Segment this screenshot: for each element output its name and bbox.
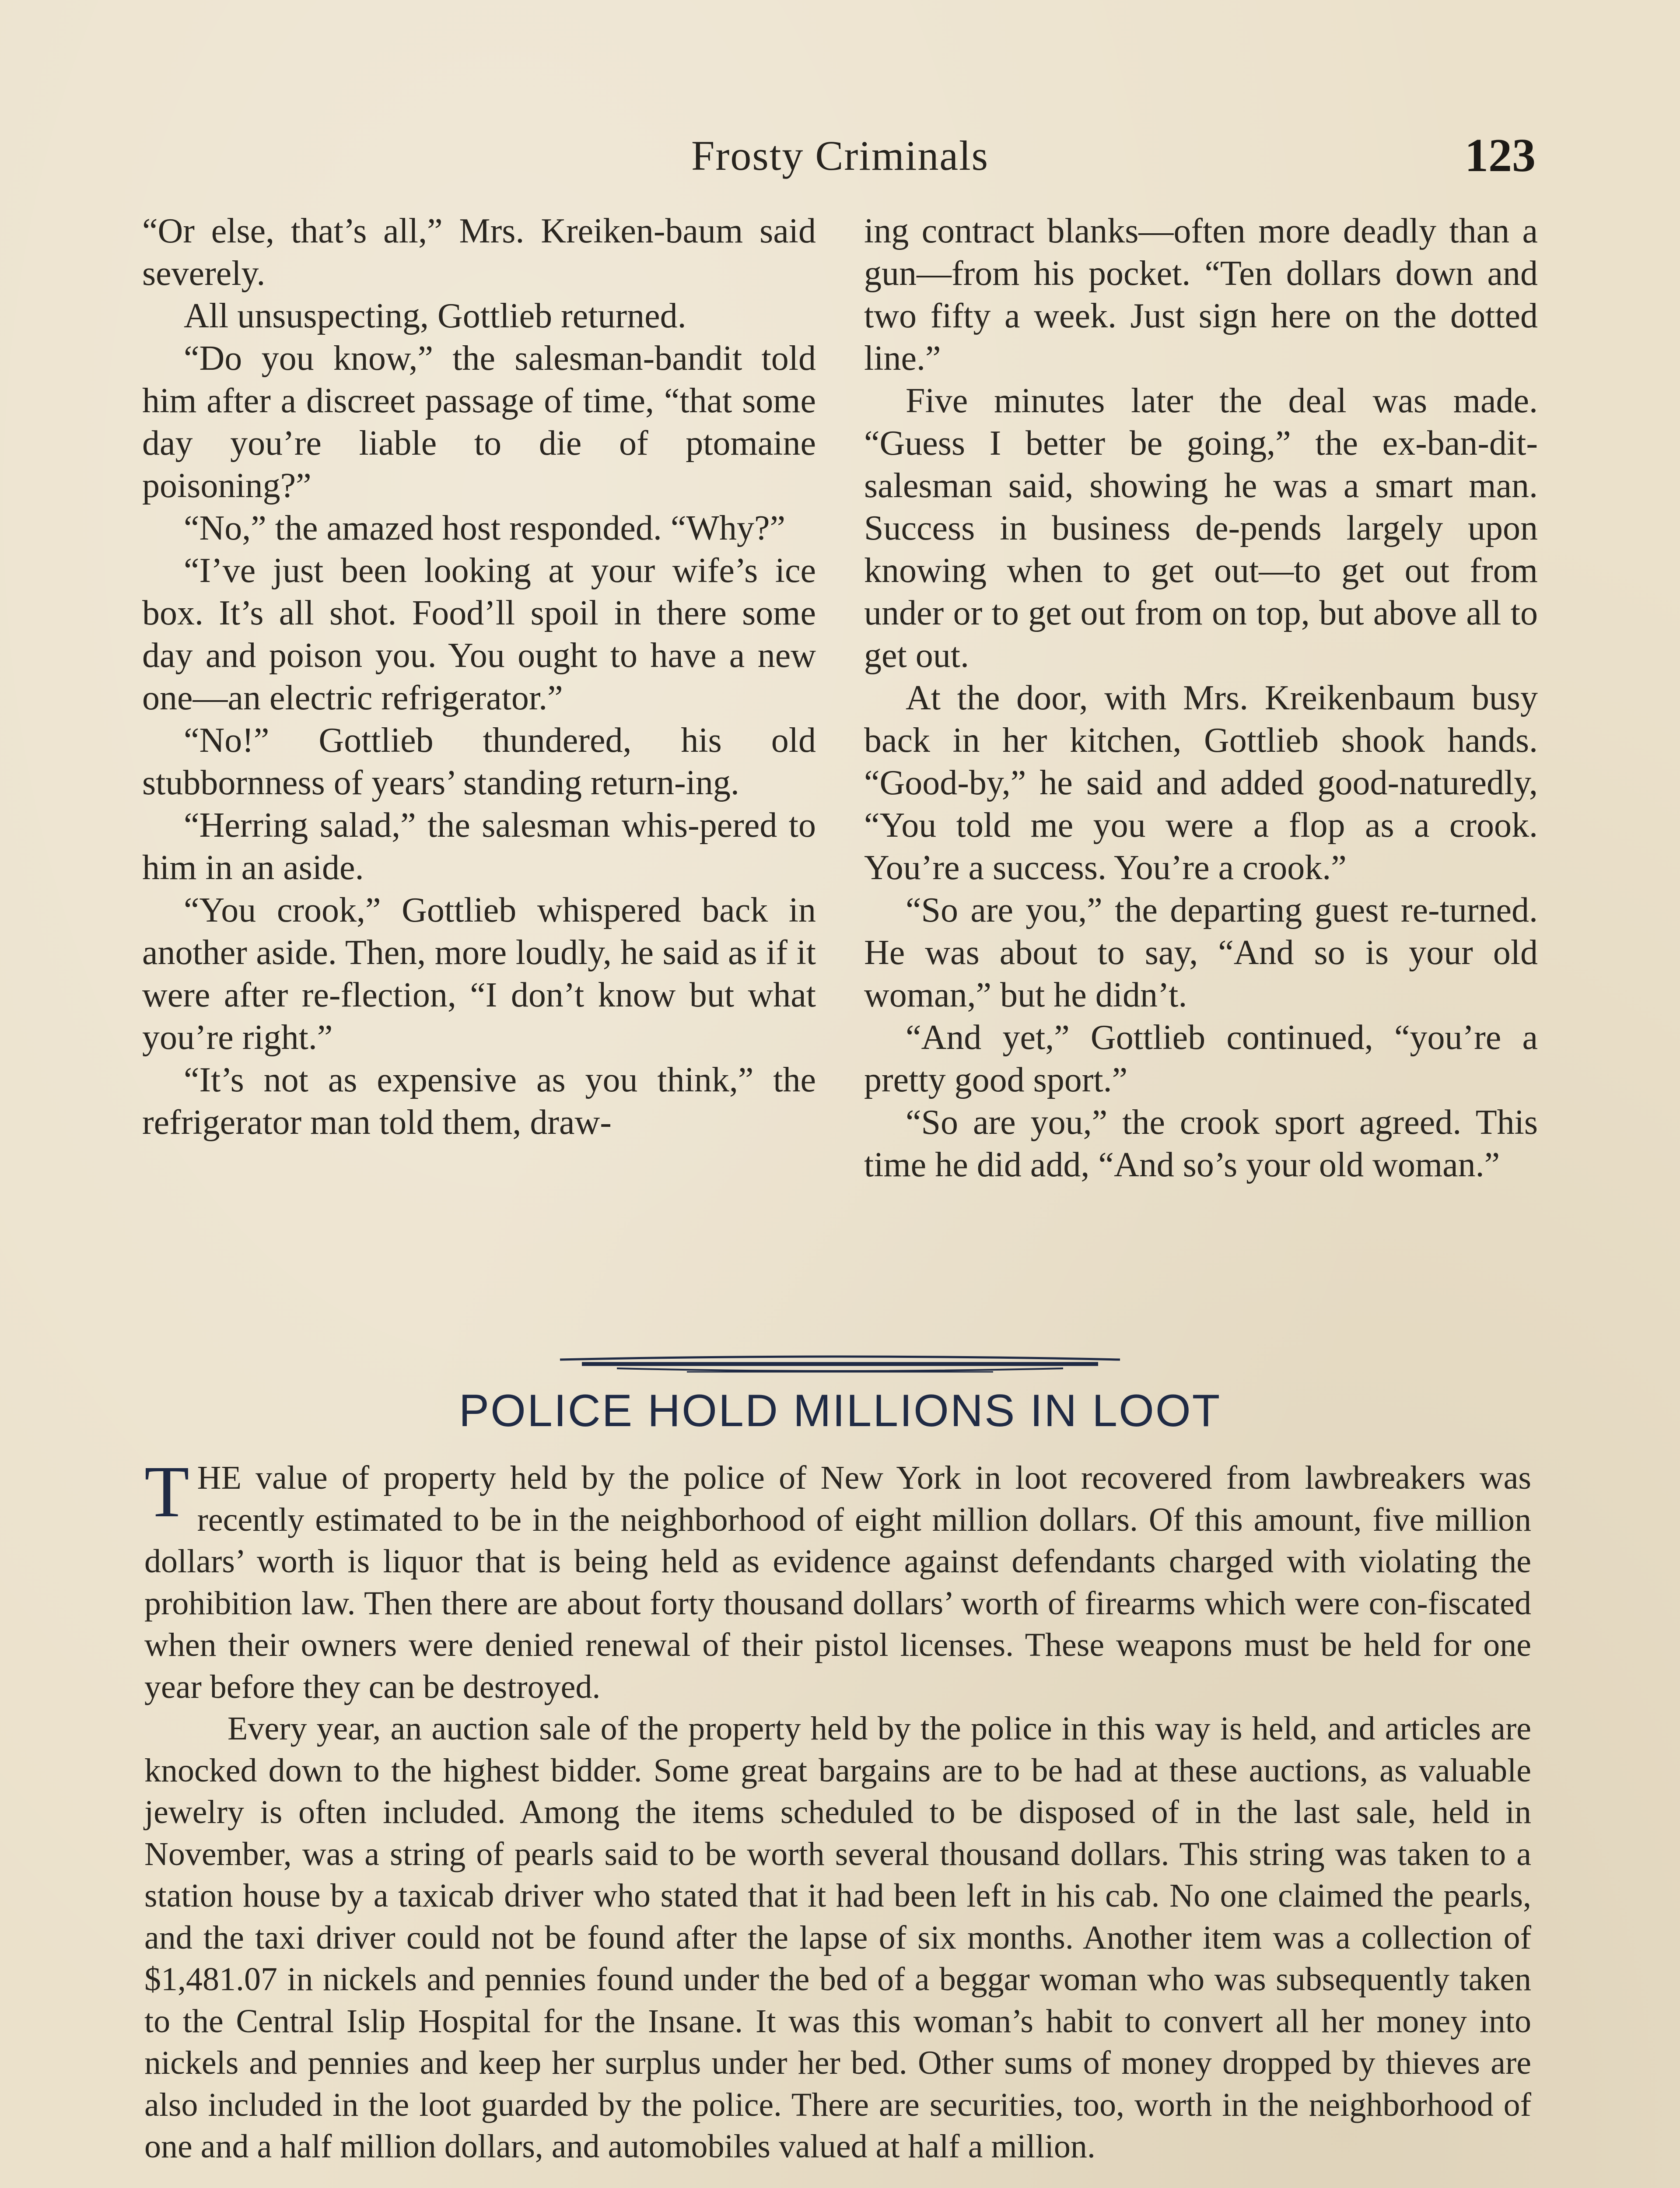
section-divider-ornament xyxy=(556,1350,1124,1376)
left-paragraph-6: “No!” Gottlieb thundered, his old stubbornness of years’ standing return-ing. xyxy=(142,721,816,802)
left-paragraph-7: “Herring salad,” the salesman whis-pered to him in an aside. xyxy=(142,806,816,887)
left-paragraph-3: “Do you know,” the salesman-bandit told him after a discreet passage of time, “that some day you’re liable to die of ptomaine poisoning?” xyxy=(142,339,816,505)
left-paragraph-5: “I’ve just been looking at your wife’s ice box. It’s all shot. Food’ll spoil in there some day and poison you. You ought to have a new one—an electric refrigerator.” xyxy=(142,551,816,717)
page-number: 123 xyxy=(1465,130,1536,182)
running-head xyxy=(144,131,1536,193)
article-paragraph-1 xyxy=(144,1451,1531,1708)
right-paragraph-3: At the door, with Mrs. Kreikenbaum busy back in her kitchen, Gottlieb shook hands. “Good-by,” he said and added good-naturedly, “You told me you were a flop as a crook. You’re a success. You’re a crook.” xyxy=(864,679,1538,887)
left-paragraph-4: “No,” the amazed host responded. “Why?” xyxy=(184,509,785,547)
article-paragraph-1-text: HE value of property held by the police of New York in loot recovered from lawbreakers was recently estimated to be in the neighborhood of eight million dollars. Of this amount, five million dollars’ worth is liquor that is being held as evidence against defendants charged with violating the prohibition law. Then there are about forty thousand dollars’ worth of firearms which were con-fiscated when their owners were denied renewal of their pistol licenses. These weapons must be held for one year before they can be destroyed. xyxy=(144,1459,1531,1705)
article-paragraph-2: Every year, an auction sale of the property held by the police in this way is held, and articles are knocked down to the highest bidder. Some great bargains are to be had at these auctions, as valuable jewelry is often included. Among the items scheduled to be disposed of in the last sale, held in November, was a string of pearls said to be worth several thousand dollars. This string was taken to a station house by a taxicab driver who stated that it had been left in his cab. No one claimed the pearls, and the taxi driver could not be found after the lapse of six months. Another item was a collection of $1,481.07 in nickels and pennies found under the bed of a beggar woman who was subsequently taken to the Central Islip Hospital for the Insane. It was this woman’s habit to convert all her money into nickels and pennies and keep her surplus under her bed. Other sums of money dropped by thieves are also included in the loot guarded by the police. There are securities, too, worth in the neighborhood of one and a half million dollars, and automobiles valued at half a million. xyxy=(144,1710,1531,2165)
left-column xyxy=(142,210,816,1330)
running-title: Frosty Criminals xyxy=(691,132,989,179)
right-paragraph-4: “So are you,” the departing guest re-turned. He was about to say, “And so is your old woman,” but he didn’t. xyxy=(864,891,1538,1014)
drop-cap: T xyxy=(144,1451,189,1532)
story-columns xyxy=(142,210,1538,1330)
left-paragraph-2: All unsuspecting, Gottlieb returned. xyxy=(184,297,686,335)
left-paragraph-8: “You crook,” Gottlieb whispered back in another aside. Then, more loudly, he said as if it were after re-flection, “I don’t know but what you’re right.” xyxy=(142,891,816,1057)
right-paragraph-1: ing contract blanks—often more deadly than a gun—from his pocket. “Ten dollars down and two fifty a week. Just sign here on the dotted line.” xyxy=(864,212,1538,378)
left-paragraph-9: “It’s not as expensive as you think,” the refrigerator man told them, draw- xyxy=(142,1061,816,1142)
article-body xyxy=(144,1451,1531,2168)
right-paragraph-5: “And yet,” Gottlieb continued, “you’re a pretty good sport.” xyxy=(864,1018,1538,1099)
right-paragraph-6: “So are you,” the crook sport agreed. This time he did add, “And so’s your old woman.” xyxy=(864,1103,1538,1184)
right-column xyxy=(864,210,1538,1330)
left-paragraph-1: “Or else, that’s all,” Mrs. Kreiken-baum said severely. xyxy=(142,212,816,293)
right-paragraph-2: Five minutes later the deal was made. “Guess I better be going,” the ex-ban-dit-salesman said, showing he was a smart man. Success in business de-pends largely upon knowing when to get out—to get out from under or to get out from on top, but above all to get out. xyxy=(864,382,1538,675)
article-headline: POLICE HOLD MILLIONS IN LOOT xyxy=(458,1385,1222,1436)
